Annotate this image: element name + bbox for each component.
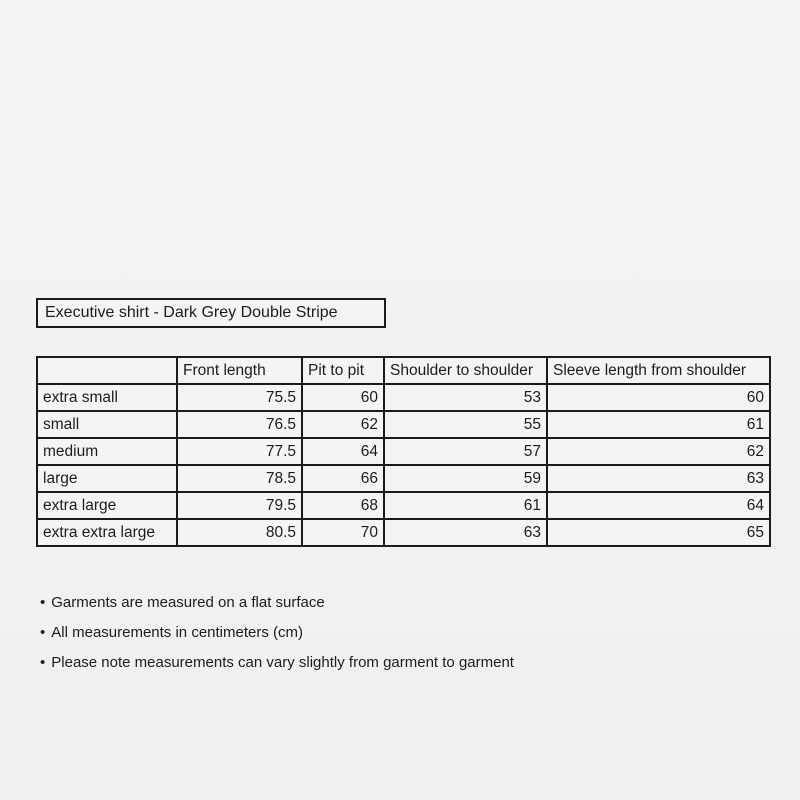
header-pit-to-pit: Pit to pit bbox=[302, 357, 384, 384]
sleeve-value: 60 bbox=[547, 384, 770, 411]
table-header-row bbox=[37, 357, 770, 384]
front-length-value: 76.5 bbox=[177, 411, 302, 438]
table-row bbox=[37, 384, 770, 411]
size-label: extra large bbox=[37, 492, 177, 519]
bullet-icon: • bbox=[40, 654, 46, 671]
header-front-length: Front length bbox=[177, 357, 302, 384]
product-title: Executive shirt - Dark Grey Double Stripe bbox=[36, 298, 386, 328]
header-sleeve-length: Sleeve length from shoulder bbox=[547, 357, 770, 384]
front-length-value: 80.5 bbox=[177, 519, 302, 546]
header-size bbox=[37, 357, 177, 384]
shoulder-value: 53 bbox=[384, 384, 547, 411]
note-text: All measurements in centimeters (cm) bbox=[51, 624, 303, 641]
pit-to-pit-value: 60 bbox=[302, 384, 384, 411]
size-label: small bbox=[37, 411, 177, 438]
size-label: extra small bbox=[37, 384, 177, 411]
front-length-value: 75.5 bbox=[177, 384, 302, 411]
pit-to-pit-value: 64 bbox=[302, 438, 384, 465]
front-length-value: 79.5 bbox=[177, 492, 302, 519]
shoulder-value: 59 bbox=[384, 465, 547, 492]
shoulder-value: 63 bbox=[384, 519, 547, 546]
size-label: large bbox=[37, 465, 177, 492]
sleeve-value: 62 bbox=[547, 438, 770, 465]
sleeve-value: 65 bbox=[547, 519, 770, 546]
shoulder-value: 57 bbox=[384, 438, 547, 465]
note-item bbox=[40, 624, 514, 641]
note-text: Garments are measured on a flat surface bbox=[51, 594, 325, 611]
table-row bbox=[37, 492, 770, 519]
sleeve-value: 63 bbox=[547, 465, 770, 492]
size-label: medium bbox=[37, 438, 177, 465]
table-row bbox=[37, 465, 770, 492]
table-row bbox=[37, 519, 770, 546]
header-shoulder-to-shoulder: Shoulder to shoulder bbox=[384, 357, 547, 384]
note-text: Please note measurements can vary slightly from garment to garment bbox=[51, 654, 514, 671]
table-row bbox=[37, 411, 770, 438]
sleeve-value: 61 bbox=[547, 411, 770, 438]
size-label: extra extra large bbox=[37, 519, 177, 546]
note-item bbox=[40, 654, 514, 671]
pit-to-pit-value: 68 bbox=[302, 492, 384, 519]
sleeve-value: 64 bbox=[547, 492, 770, 519]
pit-to-pit-value: 62 bbox=[302, 411, 384, 438]
bullet-icon: • bbox=[40, 594, 46, 611]
front-length-value: 77.5 bbox=[177, 438, 302, 465]
bullet-icon: • bbox=[40, 624, 46, 641]
shoulder-value: 61 bbox=[384, 492, 547, 519]
pit-to-pit-value: 70 bbox=[302, 519, 384, 546]
pit-to-pit-value: 66 bbox=[302, 465, 384, 492]
measurement-notes bbox=[40, 594, 514, 684]
measurement-table bbox=[36, 356, 771, 547]
front-length-value: 78.5 bbox=[177, 465, 302, 492]
shoulder-value: 55 bbox=[384, 411, 547, 438]
table-row bbox=[37, 438, 770, 465]
note-item bbox=[40, 594, 514, 611]
